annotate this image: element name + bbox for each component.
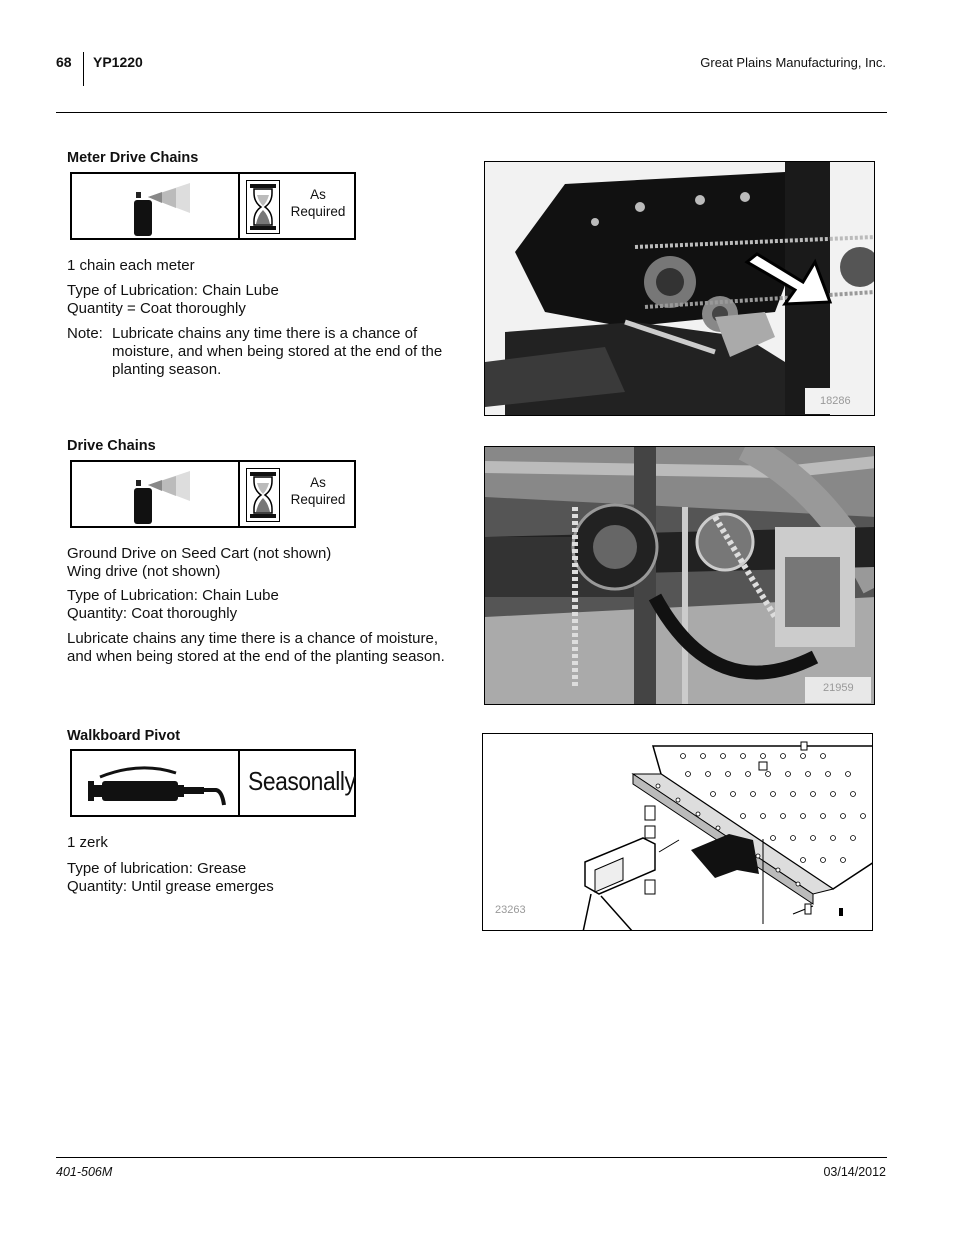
model-name: YP1220 (93, 54, 143, 70)
figure-id: 21959 (823, 682, 854, 694)
header-divider (83, 52, 84, 86)
lubrication-chart (70, 749, 356, 817)
drive-chains-illustration (485, 447, 875, 705)
meter-drive-illustration (485, 162, 875, 416)
chart-divider (238, 174, 240, 238)
hourglass-icon (246, 468, 280, 522)
chain-count: 1 chain each meter (67, 257, 195, 274)
section-title: Meter Drive Chains (67, 150, 199, 166)
chart-divider (238, 462, 240, 526)
lubrication-type: Type of lubrication: Grease (67, 860, 247, 877)
lubrication-chart (70, 460, 356, 528)
drive-location: Ground Drive on Seed Cart (not shown) (67, 545, 332, 562)
footer-rule (56, 1157, 887, 1158)
figure-id: 18286 (820, 395, 851, 407)
note (67, 325, 467, 379)
spray-can-icon (128, 468, 198, 524)
lubrication-type: Type of Lubrication: Chain Lube (67, 587, 279, 604)
figure-id: 23263 (495, 904, 526, 916)
lubrication-instructions: Lubricate chains any time there is a chance of moisture, and when being stored at the end of the planting season. (67, 630, 445, 665)
zerk-count: 1 zerk (67, 834, 108, 851)
company-name: Great Plains Manufacturing, Inc. (700, 55, 886, 70)
interval-label: As Required (290, 475, 346, 507)
page-number: 68 (56, 54, 72, 70)
spray-can-icon (128, 180, 198, 236)
interval-label: As Required (290, 187, 346, 219)
interval-label: Seasonally (248, 766, 356, 796)
note-label: Note: (67, 325, 103, 342)
document-number: 401-506M (56, 1165, 113, 1179)
revision-date: 03/14/2012 (823, 1165, 886, 1179)
lubrication-type: Type of Lubrication: Chain Lube (67, 282, 279, 299)
header-rule (56, 112, 887, 113)
meter-drive-photo (484, 161, 875, 416)
note-text: Lubricate chains any time there is a chance of moisture, and when being stored at the end of the planting season. (112, 325, 443, 378)
grease-gun-icon (80, 759, 232, 809)
lubrication-quantity: Quantity: Coat thoroughly (67, 605, 238, 622)
lubrication-quantity: Quantity: Until grease emerges (67, 878, 274, 895)
drive-chains-photo (484, 446, 875, 705)
walkboard-illustration (483, 734, 873, 931)
lubrication-chart (70, 172, 356, 240)
section-title: Walkboard Pivot (67, 728, 181, 744)
hourglass-icon (246, 180, 280, 234)
lubrication-quantity: Quantity = Coat thoroughly (67, 300, 246, 317)
walkboard-pivot-diagram (482, 733, 873, 931)
section-title: Drive Chains (67, 438, 156, 454)
drive-location: Wing drive (not shown) (67, 563, 221, 580)
chart-divider (238, 751, 240, 815)
